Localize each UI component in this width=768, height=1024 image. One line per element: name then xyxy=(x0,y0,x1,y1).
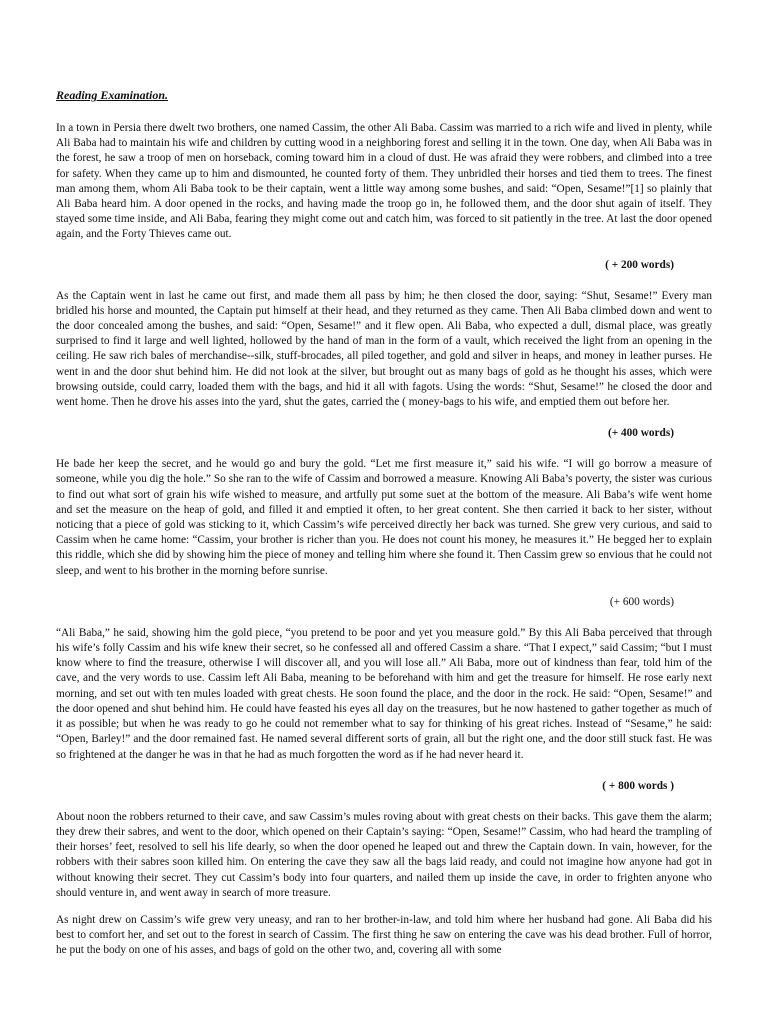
paragraph-3: He bade her keep the secret, and he would go and bury the gold. “Let me first measure it,” said his wife. “I will go borrow a measure of someone, while you dig the hole.” So she ran to the wife of Cassim and borrowed a measure. Knowing Ali Baba’s poverty, the sister was curious to find out what sort of grain his wife wished to measure, and artfully put some suet at the bottom of the measure. Ali Baba’s wife went home and set the measure on the heap of gold, and filled it and emptied it often, to her great content. She then carried it back to her sister, without noticing that a piece of gold was sticking to it, which Cassim’s wife perceived directly her back was turned. She grew very curious, and said to Cassim when he came home: “Cassim, your brother is richer than you. He does not count his money, he measures it.” He begged her to explain this riddle, which she did by showing him the piece of money and telling him where she found it. Then Cassim grew so envious that he could not sleep, and went to his brother in the morning before sunrise. xyxy=(56,458,712,577)
word-count-800: ( + 800 words ) xyxy=(602,779,674,792)
paragraph-4: “Ali Baba,” he said, showing him the gold piece, “you pretend to be poor and yet you measure gold.” By this Ali Baba perceived that through his wife’s folly Cassim and his wife knew their secret, so he confessed all and offered Cassim a share. “That I expect,” said Cassim; “but I must know where to find the treasure, otherwise I will discover all, and you will lose all.” Ali Baba, more out of kindness than fear, told him of the cave, and the very words to use. Cassim left Ali Baba, meaning to be beforehand with him and get the treasure for himself. He rose early next morning, and set out with ten mules loaded with great chests. He soon found the place, and the door in the rock. He said: “Open, Sesame!” and the door opened and shut behind him. He could have feasted his eyes all day on the treasures, but he now hastened to gather together as much of it as possible; but when he was ready to go he could not remember what to say for thinking of his great riches. Instead of “Sesame,” he said: “Open, Barley!” and the door remained fast. He named several different sorts of grain, all but the right one, and the door still stuck fast. He was so frightened at the danger he was in that he had as much forgotten the word as if he had never heard it. xyxy=(56,626,712,761)
paragraph-1: In a town in Persia there dwelt two brothers, one named Cassim, the other Ali Baba. Cassim was married to a rich wife and lived in plenty, while Ali Baba had to maintain his wife and children by cutting wood in a neighboring forest and selling it in the town. One day, when Ali Baba was in the forest, he saw a troop of men on horseback, coming toward him in a cloud of dust. He was afraid they were robbers, and climbed into a tree for safety. When they came up to him and dismounted, he counted forty of them. They unbridled their horses and tied them to trees. The finest man among them, whom Ali Baba took to be their captain, went a little way among some bushes, and said: “Open, Sesame!”[1] so plainly that Ali Baba heard him. A door opened in the rocks, and having made the troop go in, he followed them, and the door shut again of itself. They stayed some time inside, and Ali Baba, fearing they might come out and catch him, was forced to sit patiently in the tree. At last the door opened again, and the Forty Thieves came out. xyxy=(56,122,712,241)
reading-document xyxy=(56,88,712,959)
paragraph-6: As night drew on Cassim’s wife grew very uneasy, and ran to her brother-in-law, and told him where her husband had gone. Ali Baba did his best to comfort her, and set out to the forest in search of Cassim. The first thing he saw on entering the cave was his dead brother. Full of horror, he put the body on one of his asses, and bags of gold on the other two, and, covering all with some xyxy=(56,913,712,957)
document-heading: Reading Examination. xyxy=(56,88,169,102)
paragraph-2: As the Captain went in last he came out first, and made them all pass by him; he then closed the door, saying: “Shut, Sesame!” Every man bridled his horse and mounted, the Captain put himself at their head, and they returned as they came. Then Ali Baba climbed down and went to the door concealed among the bushes, and said: “Open, Sesame!” and it flew open. Ali Baba, who expected a dull, dismal place, was greatly surprised to find it large and well lighted, hollowed by the hand of man in the form of a vault, which received the light from an opening in the ceiling. He saw rich bales of merchandise--silk, stuff-brocades, all piled together, and gold and silver in heaps, and money in leather purses. He went in and the door shut behind him. He did not look at the silver, but brought out as many bags of gold as he thought his asses, which were browsing outside, could carry, loaded them with the bags, and hid it all with fagots. Using the words: “Shut, Sesame!” he closed the door and went home. Then he drove his asses into the yard, shut the gates, carried the ( money-bags to his wife, and emptied them out before her. xyxy=(56,289,712,409)
word-count-400: (+ 400 words) xyxy=(607,427,674,440)
word-count-200: ( + 200 words) xyxy=(605,258,674,271)
paragraph-5: About noon the robbers returned to their cave, and saw Cassim’s mules roving about with great chests on their backs. This gave them the alarm; they drew their sabres, and went to the door, which opened on their Captain’s saying: “Open, Sesame!” Cassim, who had heard the trampling of their horses’ feet, resolved to sell his life dearly, so when the door opened he leaped out and threw the Captain down. In vain, however, for the robbers with their sabres soon killed him. On entering the cave they saw all the bags laid ready, and could not imagine how anyone had got in without knowing their secret. They cut Cassim’s body into four quarters, and nailed them up inside the cave, in order to frighten anyone who should venture in, and went away in search of more treasure. xyxy=(56,810,712,899)
word-count-600: (+ 600 words) xyxy=(609,595,674,608)
